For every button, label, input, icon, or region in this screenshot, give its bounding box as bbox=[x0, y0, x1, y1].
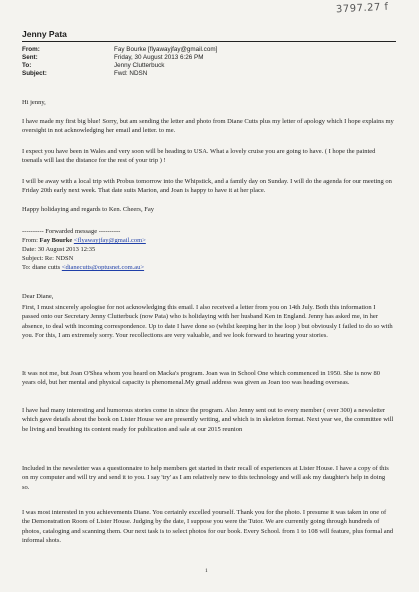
to-value: Jenny Clutterbuck bbox=[114, 62, 165, 69]
forwarded-to-email-link[interactable]: <dianecutts@optusnet.com.au> bbox=[61, 264, 145, 271]
handwritten-archive-reference: 3797.27 f bbox=[335, 1, 389, 16]
body-signoff: Happy holidaying and regards to Ken. Cheers, Fay bbox=[22, 206, 154, 213]
forwarded-from-email-link[interactable]: <flyawayjfay@gmail.com> bbox=[73, 237, 146, 244]
from-label: From: bbox=[22, 46, 40, 53]
page-number: 1 bbox=[205, 568, 208, 574]
forwarded-to-label: To: diane cutts bbox=[22, 264, 61, 271]
sent-label: Sent: bbox=[22, 54, 38, 61]
forwarded-subject: Subject: Re: NDSN bbox=[22, 255, 74, 262]
forwarded-from-name: Fay Bourke bbox=[39, 237, 73, 244]
forwarded-from-line bbox=[22, 236, 146, 245]
body-paragraph-1: I have made my first big blue! Sorry, but am sending the letter and photo from Diane Cutts plus my letter of apology which I hope explains my oversight in not acknowledging her email and letter. to me. bbox=[22, 118, 394, 135]
forwarded-to-line bbox=[22, 263, 144, 272]
body-paragraph-3: I will be away with a local trip with Probus tomorrow into the Whipstick, and a family day on Sunday. I will do the agenda for our meeting on Friday 20th early next week. That date suits Marion, and Joan is happy to have it at her place. bbox=[22, 178, 392, 195]
forwarded-divider: ---------- Forwarded message ---------- bbox=[22, 228, 121, 235]
letter-paragraph-4: Included in the newsletter was a questionnaire to help members get started in their recall of experiences at Lister House. I have a copy of this on my computer and will try and send it to you. I say 'try' as I am relatively new to this technology and will ask my daughter's help in doing so. bbox=[22, 465, 389, 491]
forwarded-from-label: From: bbox=[22, 237, 38, 244]
sender-heading: Jenny Pata bbox=[22, 29, 67, 39]
greeting: Hi jenny, bbox=[22, 99, 46, 106]
letter-paragraph-3: I have had many interesting and humorous stories come in since the program. Also Jenny sent out to every member ( over 300) a newsletter which gave details about the book on Lister House we are presently writing, and which is in skeleton format. Next year we, the committee will be living and breathing its content ready for publication and sale at our 2015 reunion bbox=[22, 407, 394, 433]
sent-value: Friday, 30 August 2013 6:26 PM bbox=[114, 54, 204, 61]
to-label: To: bbox=[22, 62, 32, 69]
forwarded-date: Date: 30 August 2013 12:35 bbox=[22, 246, 96, 253]
from-value: Fay Bourke [flyawayjfay@gmail.com] bbox=[114, 46, 218, 53]
letter-paragraph-1: First, I must sincerely apologise for not acknowledging this email. I also received a letter from you on 14th July. Both this information I passed onto our Secretary Jenny Clutterbuck (now Pata) who is holidaying with her husband Ken in England. Jenny has asked me, in her absence, to deal with incoming correspondence. Up to date I have done so (whilst keeping her in the loop ) but obviously I failed to do so with you. For this, I am extremely sorry. Your recollections are very valuable, and we look forward to hearing your stories. bbox=[22, 304, 393, 339]
letter-paragraph-5: I was most interested in you achievements Diane. You certainly excelled yourself. Thank you for the photo. I presume it was taken in one of the Demonstration Room of Lister House. Judging by the date, I suppose you were the Tutor. We are currently going through hundreds of photos, cataloging and scanning them. Our next task is to select photos for our book. Every School. from 1 to 108 will feature, plus formal and informal shots. bbox=[22, 509, 394, 544]
subject-value: Fwd: NDSN bbox=[114, 70, 148, 77]
letter-salutation: Dear Diane, bbox=[22, 293, 54, 300]
body-paragraph-2: I expect you have been in Wales and very soon will be heading to USA. What a lovely cruise you are going to have. ( I hope the painted toenails will last the distance for the rest of your trip ) ! bbox=[22, 148, 376, 165]
subject-label: Subject: bbox=[22, 70, 47, 77]
letter-paragraph-2: It was not me, but Joan O'Shea whom you heard on Macka's program. Joan was in School One which commenced in 1950. She is now 80 years old, but her mental and physical capacity is phenomenal.My gmail address was given as Joan too was heading overseas. bbox=[22, 370, 380, 387]
header-divider bbox=[22, 41, 396, 42]
